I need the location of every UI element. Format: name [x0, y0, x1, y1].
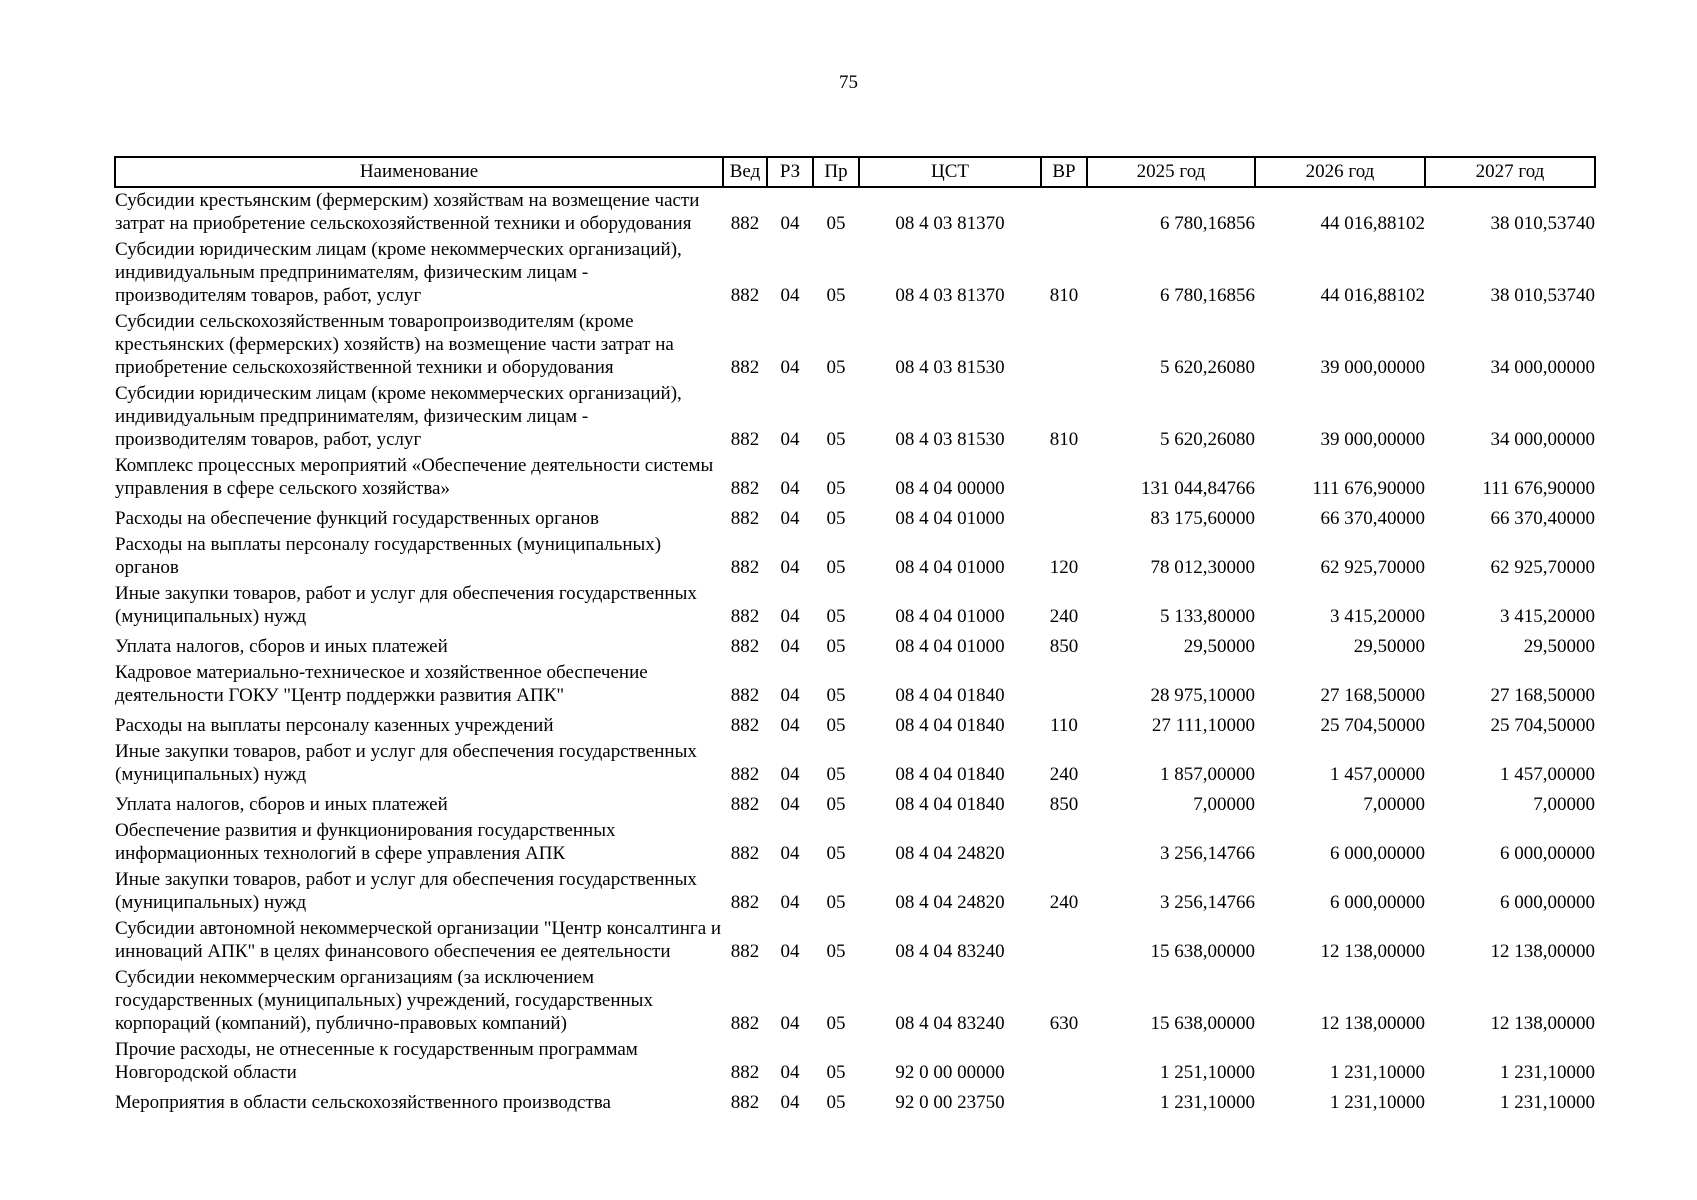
- cell-pr: 05: [826, 685, 846, 706]
- cell-vr: 240: [1049, 606, 1079, 627]
- cell-2026: 1 231,10000: [1330, 1062, 1425, 1083]
- cell-ved: 882: [730, 285, 760, 306]
- cell-2025: 15 638,00000: [1150, 941, 1255, 962]
- table-row: [115, 502, 1595, 532]
- table-row: [115, 739, 1595, 788]
- table-row: [115, 237, 1595, 309]
- cell-2027: 62 925,70000: [1490, 557, 1595, 578]
- cell-2027: 1 231,10000: [1500, 1062, 1595, 1083]
- cell-vr: 810: [1049, 285, 1079, 306]
- table-row: [115, 309, 1595, 381]
- cell-vr: [1041, 309, 1087, 381]
- header-2026: 2026 год: [1255, 157, 1425, 187]
- cell-name: Расходы на выплаты персоналу государственных (муниципальных) органов: [115, 534, 662, 578]
- cell-2027: 66 370,40000: [1490, 508, 1595, 529]
- cell-2025: 1 231,10000: [1160, 1092, 1255, 1113]
- cell-2025: 15 638,00000: [1150, 1013, 1255, 1034]
- cell-2025: 29,50000: [1183, 636, 1255, 657]
- cell-2026: 1 231,10000: [1330, 1092, 1425, 1113]
- cell-cst: 08 4 04 24820: [895, 843, 1005, 864]
- cell-cst: 08 4 04 01840: [895, 685, 1005, 706]
- cell-name: Кадровое материально-техническое и хозяйственное обеспечение деятельности ГОКУ "Центр поддержки развития АПК": [115, 662, 648, 706]
- cell-vr: 120: [1049, 557, 1079, 578]
- cell-ved: 882: [730, 764, 760, 785]
- cell-pr: 05: [826, 557, 846, 578]
- cell-2026: 6 000,00000: [1330, 843, 1425, 864]
- cell-ved: 882: [730, 941, 760, 962]
- cell-cst: 08 4 04 01000: [895, 508, 1005, 529]
- cell-2026: 39 000,00000: [1320, 429, 1425, 450]
- cell-rz: 04: [780, 685, 800, 706]
- cell-2025: 6 780,16856: [1160, 213, 1255, 234]
- table-row: [115, 818, 1595, 867]
- cell-name: Расходы на выплаты персоналу казенных учреждений: [115, 715, 554, 736]
- cell-2025: 1 857,00000: [1160, 764, 1255, 785]
- cell-rz: 04: [780, 429, 800, 450]
- cell-rz: 04: [780, 357, 800, 378]
- cell-2026: 3 415,20000: [1330, 606, 1425, 627]
- cell-2027: 12 138,00000: [1490, 941, 1595, 962]
- cell-name: Комплекс процессных мероприятий «Обеспечение деятельности системы управления в сфере сельского хозяйства»: [115, 455, 714, 499]
- header-2027: 2027 год: [1425, 157, 1595, 187]
- cell-2025: 5 620,26080: [1160, 429, 1255, 450]
- cell-pr: 05: [826, 478, 846, 499]
- cell-2027: 34 000,00000: [1490, 357, 1595, 378]
- cell-2026: 25 704,50000: [1320, 715, 1425, 736]
- cell-2025: 3 256,14766: [1160, 892, 1255, 913]
- cell-ved: 882: [730, 636, 760, 657]
- cell-2026: 12 138,00000: [1320, 941, 1425, 962]
- cell-rz: 04: [780, 843, 800, 864]
- cell-pr: 05: [826, 764, 846, 785]
- cell-rz: 04: [780, 636, 800, 657]
- cell-2027: 3 415,20000: [1500, 606, 1595, 627]
- cell-2025: 83 175,60000: [1150, 508, 1255, 529]
- cell-name: Прочие расходы, не отнесенные к государственным программам Новгородской области: [115, 1039, 638, 1083]
- cell-2027: 1 457,00000: [1500, 764, 1595, 785]
- cell-vr: [1041, 818, 1087, 867]
- cell-cst: 08 4 03 81530: [895, 357, 1005, 378]
- cell-pr: 05: [826, 1062, 846, 1083]
- cell-2025: 78 012,30000: [1150, 557, 1255, 578]
- cell-name: Субсидии некоммерческим организациям (за исключением государственных (муниципальных) учреждений, государственных корпораций (компаний), публично-правовых компаний): [115, 967, 653, 1034]
- cell-ved: 882: [730, 715, 760, 736]
- cell-2026: 1 457,00000: [1330, 764, 1425, 785]
- cell-ved: 882: [730, 213, 760, 234]
- cell-name: Субсидии юридическим лицам (кроме некоммерческих организаций), индивидуальным предпринимателям, физическим лицам - производителям товаров, работ, услуг: [115, 383, 682, 450]
- cell-cst: 08 4 04 00000: [895, 478, 1005, 499]
- cell-rz: 04: [780, 892, 800, 913]
- cell-rz: 04: [780, 941, 800, 962]
- cell-2026: 29,50000: [1353, 636, 1425, 657]
- cell-ved: 882: [730, 685, 760, 706]
- cell-name: Субсидии сельскохозяйственным товаропроизводителям (кроме крестьянских (фермерских) хозяйств) на возмещение части затрат на приобретение сельскохозяйственной техники и оборудования: [115, 311, 674, 378]
- cell-name: Иные закупки товаров, работ и услуг для обеспечения государственных (муниципальных) нужд: [115, 583, 697, 627]
- header-rz: РЗ: [767, 157, 813, 187]
- cell-vr: 850: [1049, 794, 1079, 815]
- cell-name: Расходы на обеспечение функций государственных органов: [115, 508, 599, 529]
- budget-table: [114, 156, 1596, 1116]
- cell-rz: 04: [780, 606, 800, 627]
- cell-cst: 08 4 04 01000: [895, 557, 1005, 578]
- cell-pr: 05: [826, 892, 846, 913]
- cell-2026: 66 370,40000: [1320, 508, 1425, 529]
- cell-pr: 05: [826, 606, 846, 627]
- cell-pr: 05: [826, 636, 846, 657]
- cell-cst: 08 4 04 83240: [895, 941, 1005, 962]
- cell-2025: 5 620,26080: [1160, 357, 1255, 378]
- cell-pr: 05: [826, 715, 846, 736]
- cell-name: Субсидии автономной некоммерческой организации "Центр консалтинга и инноваций АПК" в целях финансового обеспечения ее деятельности: [115, 918, 722, 962]
- cell-2027: 34 000,00000: [1490, 429, 1595, 450]
- cell-2027: 25 704,50000: [1490, 715, 1595, 736]
- header-vr: ВР: [1041, 157, 1087, 187]
- cell-2026: 6 000,00000: [1330, 892, 1425, 913]
- cell-2027: 1 231,10000: [1500, 1092, 1595, 1113]
- cell-vr: 810: [1049, 429, 1079, 450]
- cell-2027: 6 000,00000: [1500, 843, 1595, 864]
- cell-ved: 882: [730, 794, 760, 815]
- cell-pr: 05: [826, 508, 846, 529]
- cell-vr: [1041, 916, 1087, 965]
- cell-rz: 04: [780, 1013, 800, 1034]
- cell-vr: 110: [1050, 715, 1078, 736]
- cell-pr: 05: [826, 794, 846, 815]
- cell-rz: 04: [780, 508, 800, 529]
- cell-name: Уплата налогов, сборов и иных платежей: [115, 794, 448, 815]
- cell-2027: 38 010,53740: [1490, 285, 1595, 306]
- cell-cst: 08 4 04 01840: [895, 794, 1005, 815]
- table-row: [115, 581, 1595, 630]
- cell-ved: 882: [730, 1062, 760, 1083]
- cell-pr: 05: [826, 357, 846, 378]
- header-ved: Вед: [723, 157, 767, 187]
- cell-2026: 111 676,90000: [1312, 478, 1425, 499]
- table-row: [115, 709, 1595, 739]
- cell-2027: 12 138,00000: [1490, 1013, 1595, 1034]
- cell-vr: [1041, 660, 1087, 709]
- cell-2026: 62 925,70000: [1320, 557, 1425, 578]
- cell-cst: 08 4 04 01000: [895, 606, 1005, 627]
- cell-name: Субсидии крестьянским (фермерским) хозяйствам на возмещение части затрат на приобретение сельскохозяйственной техники и оборудования: [115, 190, 700, 234]
- cell-rz: 04: [780, 1062, 800, 1083]
- cell-ved: 882: [730, 606, 760, 627]
- header-2025: 2025 год: [1087, 157, 1255, 187]
- cell-2027: 6 000,00000: [1500, 892, 1595, 913]
- cell-ved: 882: [730, 1013, 760, 1034]
- cell-rz: 04: [780, 557, 800, 578]
- cell-rz: 04: [780, 715, 800, 736]
- cell-name: Мероприятия в области сельскохозяйственного производства: [115, 1092, 611, 1113]
- cell-ved: 882: [730, 557, 760, 578]
- table-header-row: [115, 157, 1595, 187]
- cell-2027: 29,50000: [1523, 636, 1595, 657]
- table-row: [115, 187, 1595, 237]
- cell-2027: 27 168,50000: [1490, 685, 1595, 706]
- cell-pr: 05: [826, 429, 846, 450]
- cell-vr: 630: [1049, 1013, 1079, 1034]
- cell-2025: 28 975,10000: [1150, 685, 1255, 706]
- table-row: [115, 381, 1595, 453]
- cell-2026: 7,00000: [1363, 794, 1425, 815]
- cell-2025: 1 251,10000: [1160, 1062, 1255, 1083]
- cell-pr: 05: [826, 213, 846, 234]
- cell-2025: 5 133,80000: [1160, 606, 1255, 627]
- cell-2026: 44 016,88102: [1320, 213, 1425, 234]
- table-row: [115, 630, 1595, 660]
- cell-pr: 05: [826, 843, 846, 864]
- cell-ved: 882: [730, 1092, 760, 1113]
- cell-rz: 04: [780, 213, 800, 234]
- cell-2026: 44 016,88102: [1320, 285, 1425, 306]
- cell-name: Субсидии юридическим лицам (кроме некоммерческих организаций), индивидуальным предпринимателям, физическим лицам - производителям товаров, работ, услуг: [115, 239, 682, 306]
- cell-vr: [1041, 453, 1087, 502]
- cell-ved: 882: [730, 478, 760, 499]
- table-row: [115, 453, 1595, 502]
- cell-ved: 882: [730, 892, 760, 913]
- cell-pr: 05: [826, 941, 846, 962]
- cell-2025: 6 780,16856: [1160, 285, 1255, 306]
- table-row: [115, 1037, 1595, 1086]
- header-name: Наименование: [115, 157, 723, 187]
- cell-vr: [1041, 502, 1087, 532]
- table-row: [115, 532, 1595, 581]
- cell-cst: 08 4 03 81370: [895, 213, 1005, 234]
- header-pr: Пр: [813, 157, 859, 187]
- cell-2025: 131 044,84766: [1141, 478, 1255, 499]
- cell-pr: 05: [826, 1013, 846, 1034]
- cell-vr: 240: [1049, 764, 1079, 785]
- cell-vr: [1041, 1037, 1087, 1086]
- cell-cst: 08 4 04 01840: [895, 764, 1005, 785]
- cell-2027: 111 676,90000: [1482, 478, 1595, 499]
- page-number: 75: [839, 72, 858, 93]
- cell-cst: 92 0 00 00000: [895, 1062, 1005, 1083]
- cell-2026: 39 000,00000: [1320, 357, 1425, 378]
- table-row: [115, 660, 1595, 709]
- cell-2027: 38 010,53740: [1490, 213, 1595, 234]
- table-row: [115, 965, 1595, 1037]
- cell-name: Иные закупки товаров, работ и услуг для обеспечения государственных (муниципальных) нужд: [115, 741, 697, 785]
- cell-vr: [1041, 1086, 1087, 1116]
- cell-cst: 08 4 03 81370: [895, 285, 1005, 306]
- cell-rz: 04: [780, 1092, 800, 1113]
- cell-name: Обеспечение развития и функционирования государственных информационных технологий в сфере управления АПК: [115, 820, 616, 864]
- cell-ved: 882: [730, 429, 760, 450]
- table-row: [115, 916, 1595, 965]
- cell-cst: 92 0 00 23750: [895, 1092, 1005, 1113]
- cell-2025: 27 111,10000: [1151, 715, 1255, 736]
- cell-rz: 04: [780, 794, 800, 815]
- cell-2025: 7,00000: [1193, 794, 1255, 815]
- cell-2027: 7,00000: [1533, 794, 1595, 815]
- cell-cst: 08 4 04 01000: [895, 636, 1005, 657]
- cell-cst: 08 4 04 01840: [895, 715, 1005, 736]
- header-cst: ЦСТ: [859, 157, 1041, 187]
- table-row: [115, 1086, 1595, 1116]
- cell-rz: 04: [780, 285, 800, 306]
- cell-2026: 27 168,50000: [1320, 685, 1425, 706]
- cell-vr: 240: [1049, 892, 1079, 913]
- cell-ved: 882: [730, 843, 760, 864]
- table-row: [115, 788, 1595, 818]
- cell-2026: 12 138,00000: [1320, 1013, 1425, 1034]
- cell-vr: 850: [1049, 636, 1079, 657]
- cell-name: Иные закупки товаров, работ и услуг для обеспечения государственных (муниципальных) нужд: [115, 869, 697, 913]
- cell-name: Уплата налогов, сборов и иных платежей: [115, 636, 448, 657]
- cell-vr: [1041, 187, 1087, 237]
- cell-ved: 882: [730, 357, 760, 378]
- cell-rz: 04: [780, 764, 800, 785]
- cell-rz: 04: [780, 478, 800, 499]
- table-row: [115, 867, 1595, 916]
- cell-cst: 08 4 04 24820: [895, 892, 1005, 913]
- cell-pr: 05: [826, 285, 846, 306]
- cell-2025: 3 256,14766: [1160, 843, 1255, 864]
- cell-pr: 05: [826, 1092, 846, 1113]
- cell-cst: 08 4 04 83240: [895, 1013, 1005, 1034]
- cell-cst: 08 4 03 81530: [895, 429, 1005, 450]
- cell-ved: 882: [730, 508, 760, 529]
